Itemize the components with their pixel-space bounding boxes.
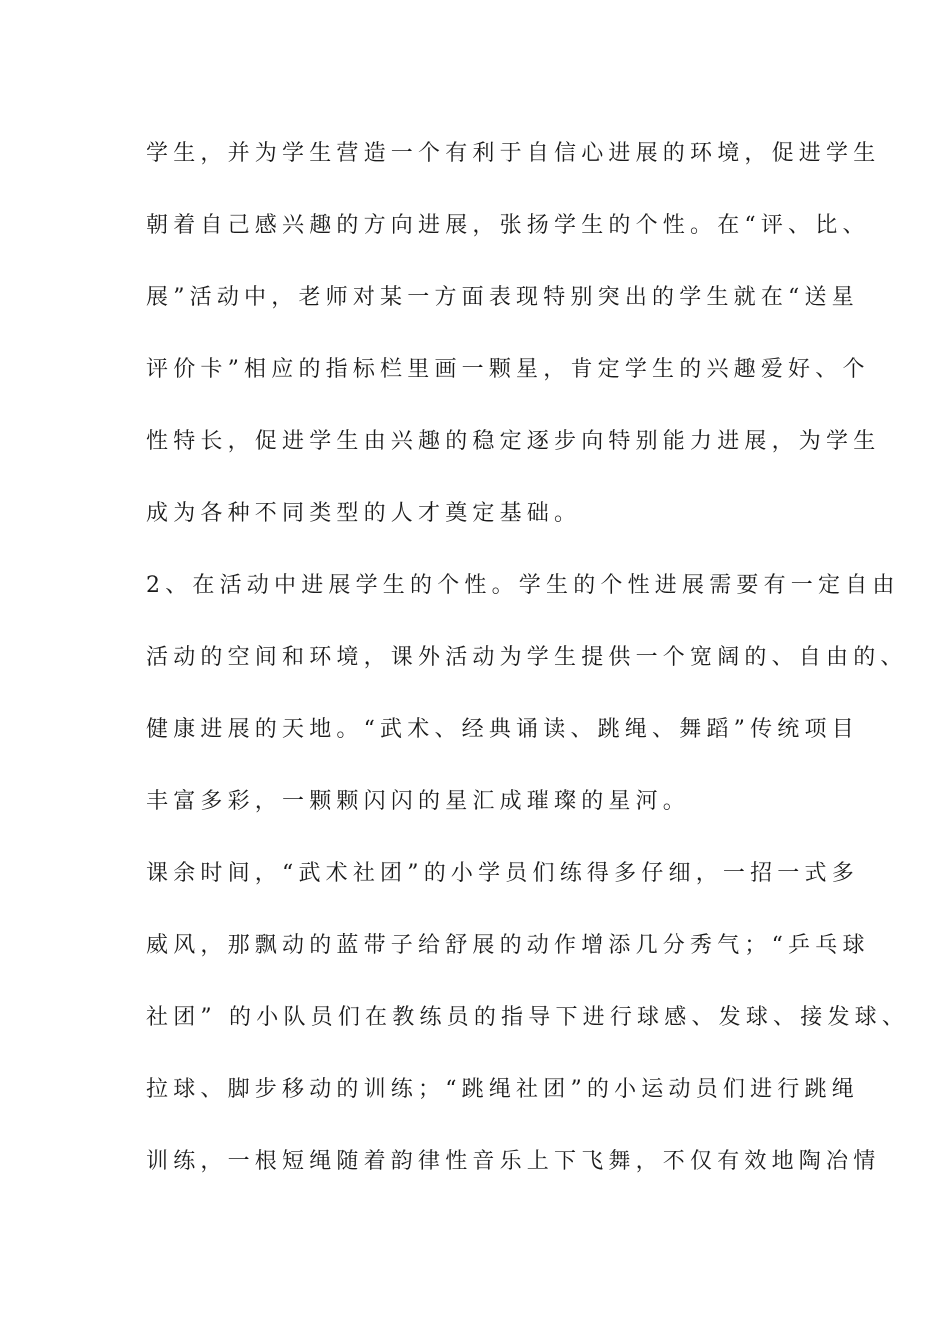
text-line: 展”活动中，老师对某一方面表现特别突出的学生就在“送星 bbox=[146, 285, 859, 310]
text-line: 健康进展的天地。“武术、经典诵读、跳绳、舞蹈”传统项目 bbox=[146, 717, 859, 742]
text-line: 朝着自己感兴趣的方向进展，张扬学生的个性。在“评、比、 bbox=[146, 213, 870, 238]
text-line: 成为各种不同类型的人才奠定基础。 bbox=[146, 501, 582, 526]
text-line: 社团” 的小队员们在教练员的指导下进行球感、发球、接发球、 bbox=[146, 1005, 910, 1030]
text-line: 丰富多彩，一颗颗闪闪的星汇成璀璨的星河。 bbox=[146, 789, 691, 814]
text-line: 评价卡”相应的指标栏里画一颗星，肯定学生的兴趣爱好、个 bbox=[146, 357, 870, 382]
text-line: 活动的空间和环境，课外活动为学生提供一个宽阔的、自由的、 bbox=[146, 645, 908, 670]
text-line: 2、在活动中进展学生的个性。学生的个性进展需要有一定自由 bbox=[146, 573, 900, 598]
text-line: 训练，一根短绳随着韵律性音乐上下飞舞，不仅有效地陶冶情 bbox=[146, 1149, 881, 1174]
text-line: 拉球、脚步移动的训练；“跳绳社团”的小运动员们进行跳绳 bbox=[146, 1077, 859, 1102]
text-line: 威风，那飘动的蓝带子给舒展的动作增添几分秀气；“乒乓球 bbox=[146, 933, 870, 958]
text-line: 课余时间，“武术社团”的小学员们练得多仔细，一招一式多 bbox=[146, 861, 859, 886]
text-line: 学生，并为学生营造一个有利于自信心进展的环境，促进学生 bbox=[146, 141, 881, 166]
text-line: 性特长，促进学生由兴趣的稳定逐步向特别能力进展，为学生 bbox=[146, 429, 881, 454]
